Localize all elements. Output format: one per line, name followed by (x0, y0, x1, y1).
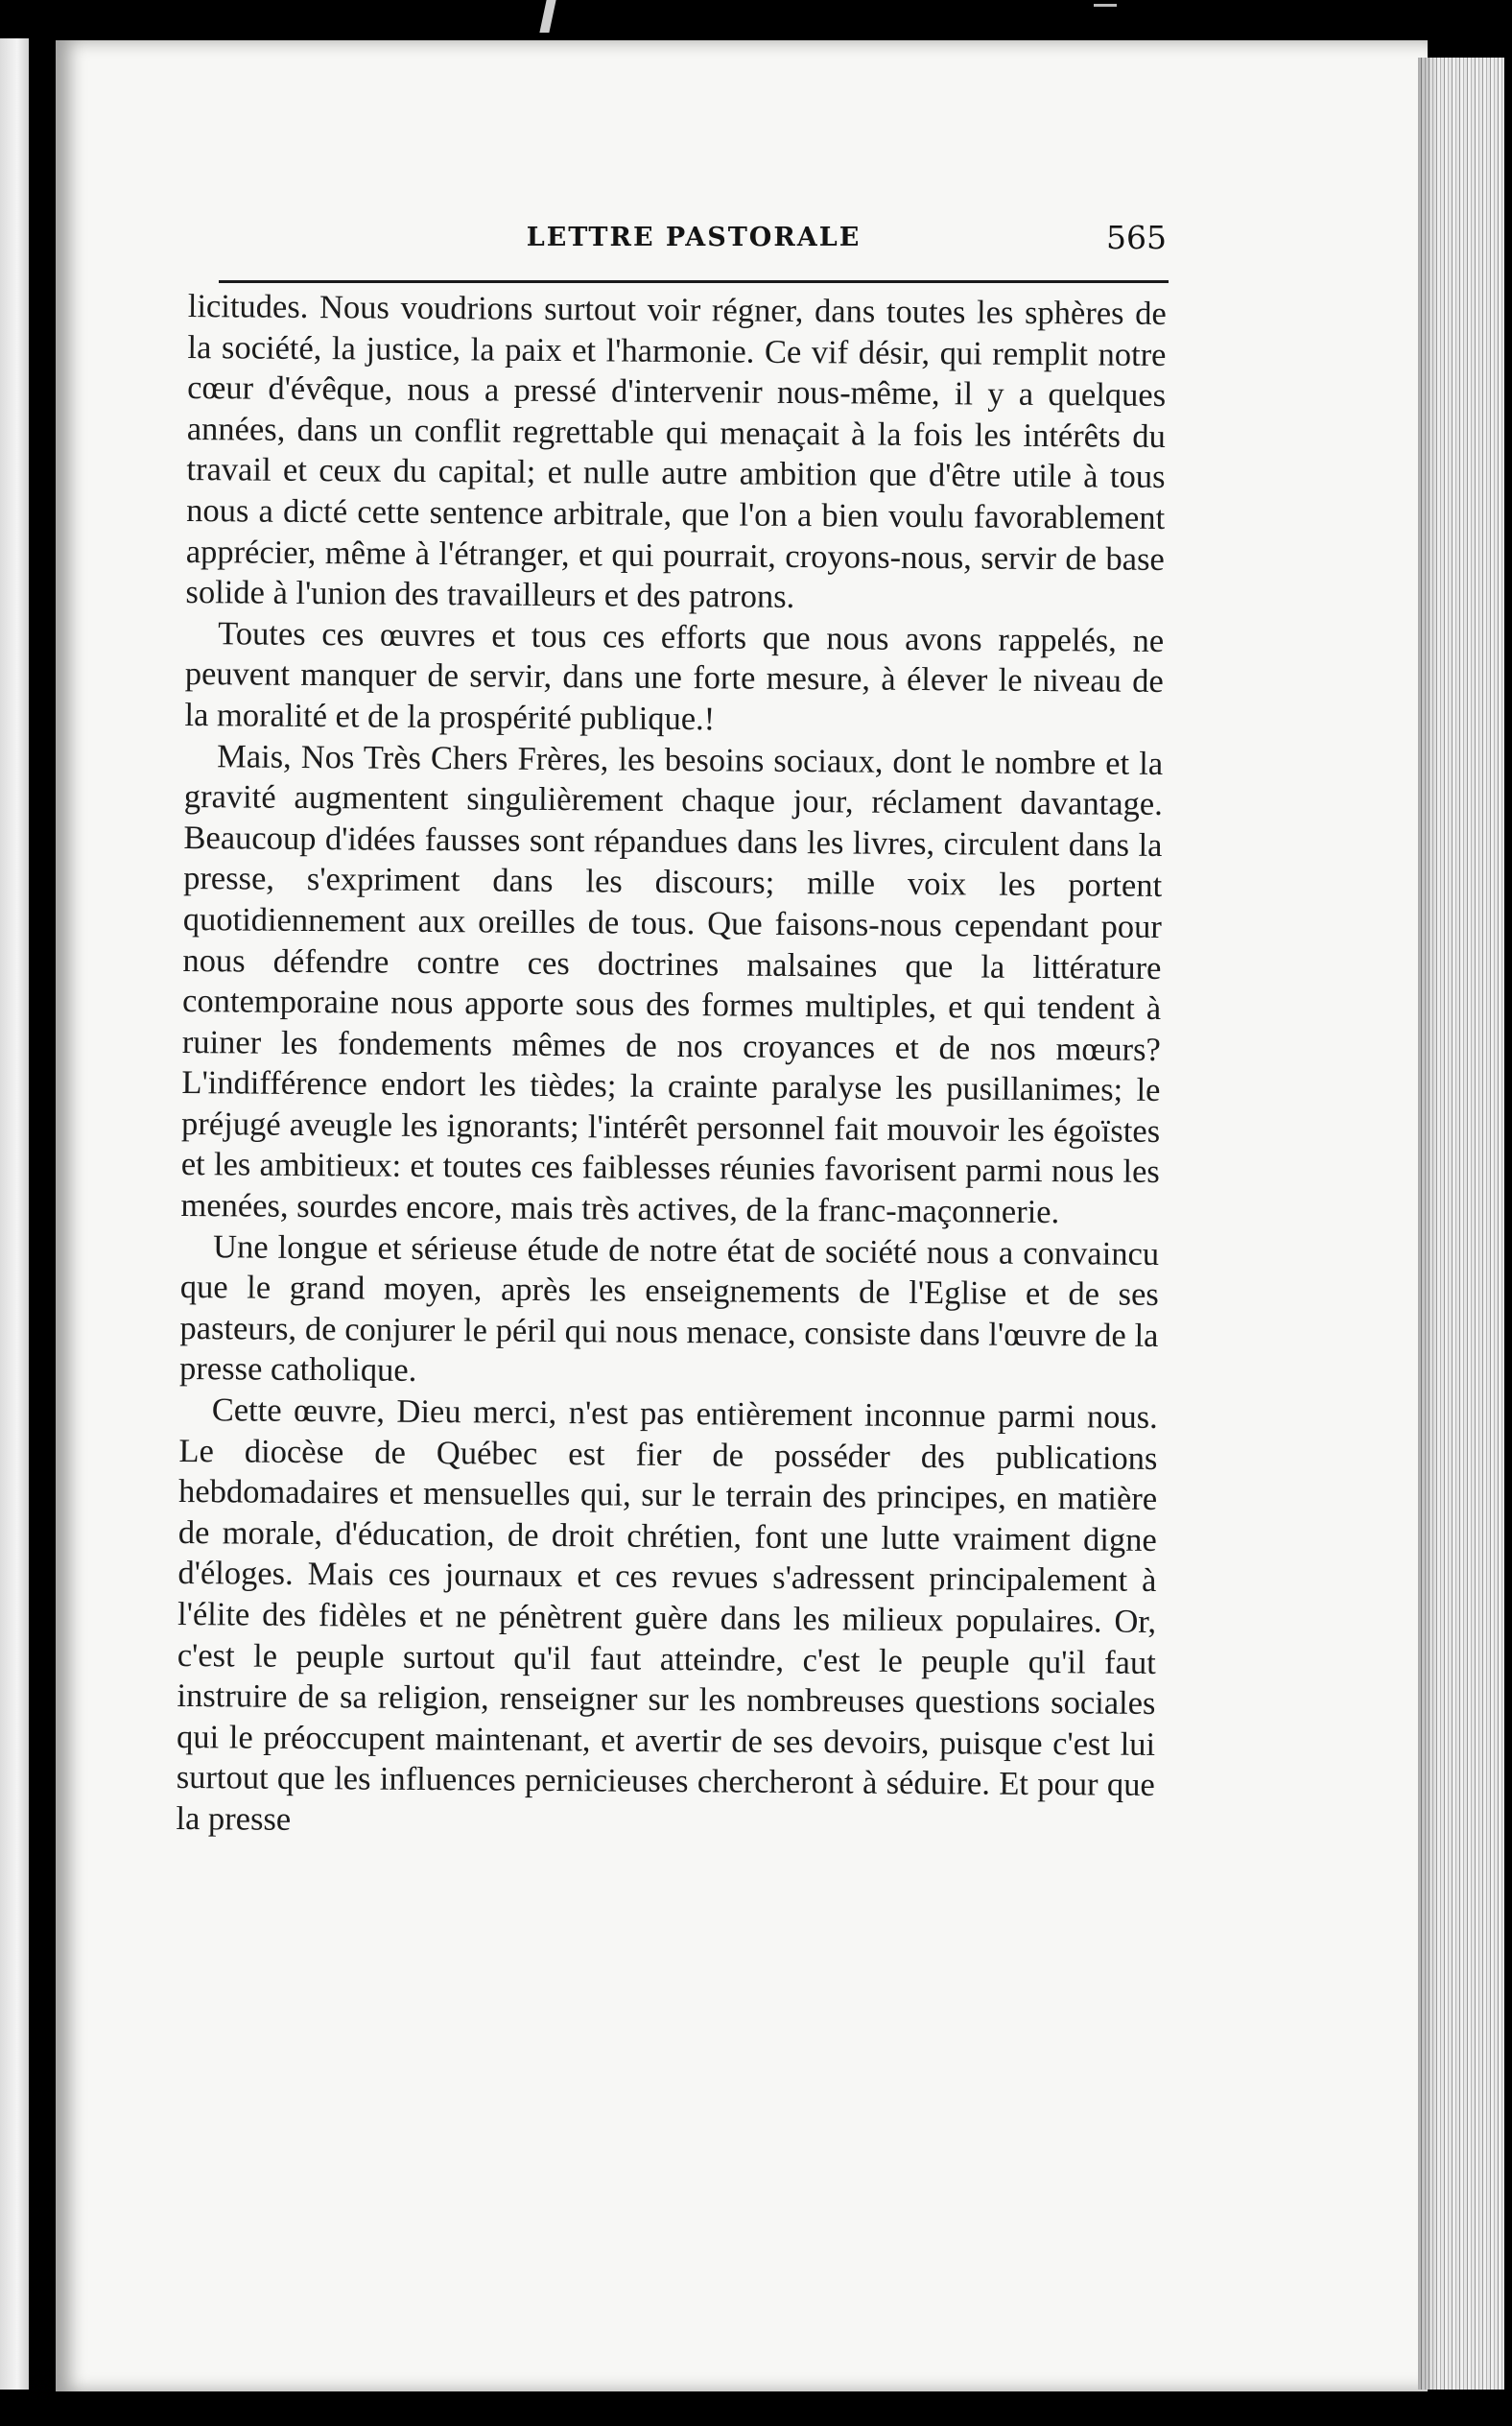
paragraph: Mais, Nos Très Chers Frères, les besoins sociaux, dont le nombre et la gravité augmentent singulièrement chaque jour, réclament davantage. Beaucoup d'idées fausses sont répandues dans les livres, circulent dans la presse, s'expriment dans les discours; mille voix les portent quotidiennement aux oreilles de tous. Que faisons-nous cependant pour nous défendre contre ces doctrines malsaines que la littérature contemporaine nous apporte sous des formes multiples, et qui tendent à ruiner les fondements mêmes de nos croyances et de nos mœurs? L'indifférence endort les tièdes; la crainte paralyse les pusillanimes; le préjugé aveugle les ignorants; l'intérêt personnel fait mouvoir les égoïstes et les ambitieux: et toutes ces faiblesses réunies favorisent parmi nous les menées, sourdes encore, mais très actives, de la franc-maçonnerie. (180, 737, 1164, 1231)
body-text (176, 286, 1167, 1847)
previous-page-edge (0, 38, 29, 2390)
scan-artifact-dash (1094, 4, 1117, 7)
page-number: 565 (1106, 219, 1167, 256)
paragraph: licitudes. Nous voudrions surtout voir régner, dans toutes les sphères de la société, la justice, la paix et l'harmonie. Ce vif désir, qui remplit notre cœur d'évêque, nous a pressé d'intervenir nous-même, il y a quelques années, dans un conflit regrettable qui menaçait à la fois les intérêts du travail et ceux du capital; et nulle autre ambition que d'être utile à tous nous a dicté cette sentence arbitrale, que l'on a bien voulu favorablement apprécier, même à l'étranger, et qui pourrait, croyons-nous, servir de base solide à l'union des travailleurs et des patrons. (185, 287, 1167, 616)
paragraph: Une longue et sérieuse étude de notre état de société nous a convaincu que le grand moyen, après les enseignements de l'Eglise et de ses pasteurs, de conjurer le péril qui nous menace, consiste dans l'œuvre de la presse catholique. (178, 1227, 1160, 1390)
running-head (219, 219, 1169, 283)
page-edge-shadow (1418, 58, 1437, 2390)
paragraph: Toutes ces œuvres et tous ces efforts que nous avons rappelés, ne peuvent manquer de servir, dans une forte mesure, à élever le niveau de la moralité et de la prospérité publique.! (184, 615, 1165, 738)
running-title: LETTRE PASTORALE (526, 223, 862, 252)
scan-artifact-mark (539, 0, 555, 33)
paragraph: Cette œuvre, Dieu merci, n'est pas entièrement inconnue parmi nous. Le diocèse de Québec est fier de posséder des publications hebdomadaires et mensuelles qui, sur le terrain des principes, en matière de morale, d'éducation, de droit chrétien, font une lutte vraiment digne d'éloges. Mais ces journaux et ces revues s'adressent principalement à l'élite des fidèles et ne pénètrent guère dans les milieux populaires. Or, c'est le peuple surtout qu'il faut atteindre, c'est le peuple qu'il faut instruire de sa religion, renseigner sur les nombreuses questions sociales qui le préoccupent maintenant, et avertir de ses devoirs, puisque c'est lui surtout que les influences pernicieuses chercheront à séduire. Et pour que la presse (176, 1391, 1158, 1838)
